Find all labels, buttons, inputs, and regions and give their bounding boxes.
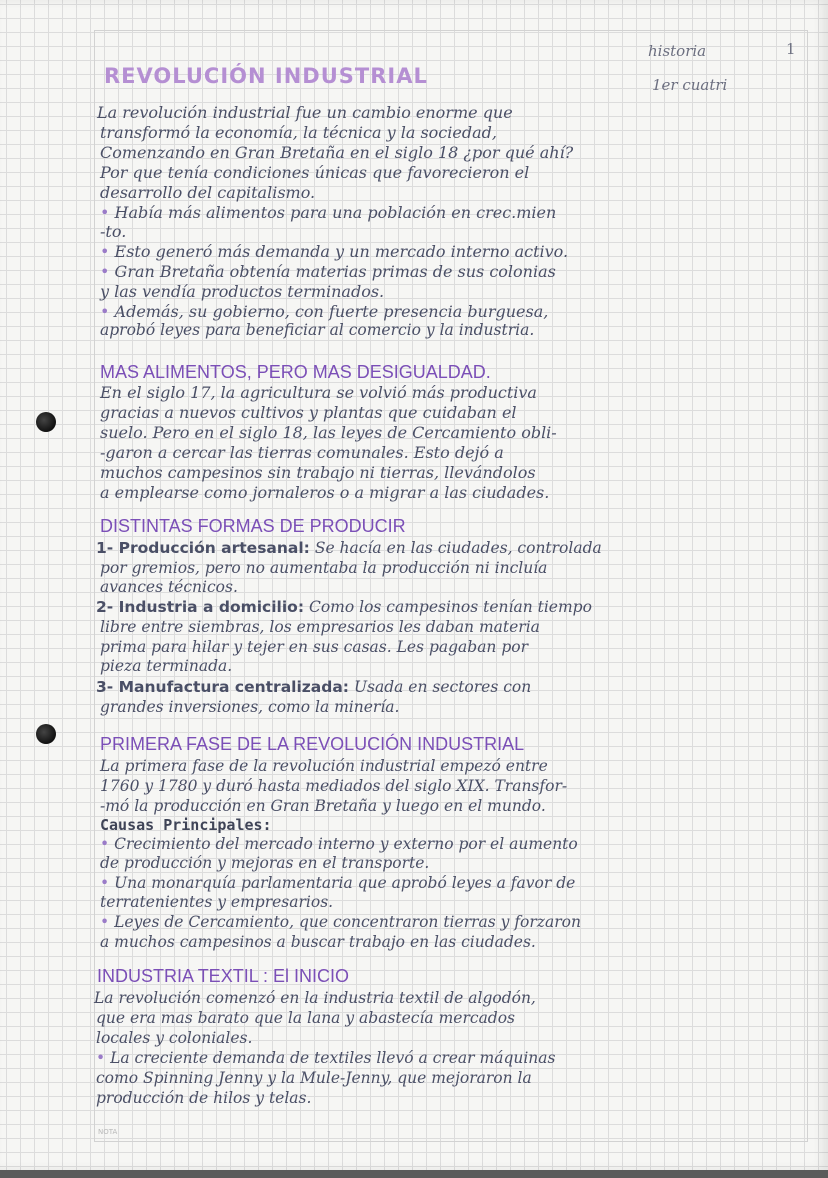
intro-bullet-cont: y las vendía productos terminados. (100, 282, 385, 301)
primera-fase-line: -mó la producción en Gran Bretaña y luego en el mundo. (100, 797, 546, 815)
intro-bullet: • Esto generó más demanda y un mercado interno activo. (100, 242, 569, 261)
cause-bullet-cont: de producción y mejoras en el transporte. (100, 854, 430, 872)
section-heading-textil: INDUSTRIA TEXTIL : El INICIO (97, 966, 350, 986)
intro-bullet: • Además, su gobierno, con fuerte presencia burguesa, (100, 302, 549, 321)
alimentos-line: suelo. Pero en el siglo 18, las leyes de Cercamiento obli- (100, 423, 557, 442)
alimentos-line: gracias a nuevos cultivos y plantas que cuidaban el (100, 403, 517, 422)
cause-bullet-cont: terratenientes y empresarios. (100, 893, 334, 911)
primera-fase-line: 1760 y 1780 y duró hasta mediados del siglo XIX. Transfor- (100, 777, 568, 795)
formas-item-line: por gremios, pero no aumentaba la producción ni incluía (100, 559, 548, 577)
cause-bullet: • Una monarquía parlamentaria que aprobó leyes a favor de (100, 874, 576, 892)
formas-item-line: pieza terminada. (100, 657, 233, 675)
section-heading-formas: DISTINTAS FORMAS DE PRODUCIR (100, 516, 406, 536)
notebook-footer-label: NOTA (98, 1128, 118, 1136)
intro-line: transformó la economía, la técnica y la sociedad, (100, 123, 497, 142)
alimentos-line: muchos campesinos sin trabajo ni tierras, llevándolos (100, 463, 536, 482)
cause-bullet-cont: a muchos campesinos a buscar trabajo en las ciudades. (100, 933, 536, 951)
alimentos-line: -garon a cercar las tierras comunales. Esto dejó a (100, 443, 504, 462)
formas-item: 3- Manufactura centralizada: Usada en sectores con (96, 678, 532, 696)
causes-label: Causas Principales: (100, 816, 272, 834)
textil-bullet: • La creciente demanda de textiles llevó a crear máquinas (96, 1049, 556, 1067)
cause-bullet: • Leyes de Cercamiento, que concentraron tierras y forzaron (100, 913, 581, 931)
formas-item: 1- Producción artesanal: Se hacía en las ciudades, controlada (96, 539, 602, 557)
textil-bullet-cont: como Spinning Jenny y la Mule-Jenny, que mejoraron la (96, 1069, 532, 1087)
formas-item-line: prima para hilar y tejer en sus casas. Les pagaban por (100, 638, 529, 656)
subject-label: historia (648, 42, 707, 60)
formas-item: 2- Industria a domicilio: Como los campesinos tenían tiempo (96, 598, 592, 616)
textil-bullet-cont: producción de hilos y telas. (96, 1089, 312, 1107)
binder-hole (36, 724, 56, 744)
alimentos-line: En el siglo 17, la agricultura se volvió más productiva (100, 383, 537, 402)
page-number: 1 (786, 40, 796, 58)
intro-line: desarrollo del capitalismo. (100, 183, 316, 202)
page-title: REVOLUCIÓN INDUSTRIAL (104, 64, 428, 88)
intro-bullet: • Gran Bretaña obtenía materias primas de sus colonias (100, 262, 556, 281)
alimentos-line: a emplearse como jornaleros o a migrar a las ciudades. (100, 483, 550, 502)
textil-line: La revolución comenzó en la industria textil de algodón, (94, 989, 536, 1007)
intro-line: La revolución industrial fue un cambio enorme que (97, 103, 513, 122)
intro-bullet: • Había más alimentos para una población en crec.mien (100, 203, 557, 222)
intro-bullet-cont: -to. (100, 222, 127, 241)
textil-line: que era mas barato que la lana y abastecía mercados (96, 1009, 516, 1027)
section-heading-alimentos: MAS ALIMENTOS, PERO MAS DESIGUALDAD. (100, 362, 491, 382)
textil-line: locales y coloniales. (96, 1029, 253, 1047)
cause-bullet: • Crecimiento del mercado interno y externo por el aumento (100, 835, 578, 853)
intro-line: Por que tenía condiciones únicas que favorecieron el (100, 163, 530, 182)
section-heading-primera-fase: PRIMERA FASE DE LA REVOLUCIÓN INDUSTRIAL (100, 734, 525, 754)
primera-fase-line: La primera fase de la revolución industrial empezó entre (100, 757, 548, 775)
formas-item-line: grandes inversiones, como la minería. (100, 698, 400, 716)
intro-line: Comenzando en Gran Bretaña en el siglo 18 ¿por qué ahí? (100, 143, 574, 162)
intro-bullet-cont: aprobó leyes para beneficiar al comercio y la industria. (100, 321, 535, 339)
term-label: 1er cuatri (652, 76, 728, 94)
formas-item-line: libre entre siembras, los empresarios les daban materia (100, 618, 540, 636)
formas-item-line: avances técnicos. (100, 578, 238, 596)
binder-hole (36, 412, 56, 432)
